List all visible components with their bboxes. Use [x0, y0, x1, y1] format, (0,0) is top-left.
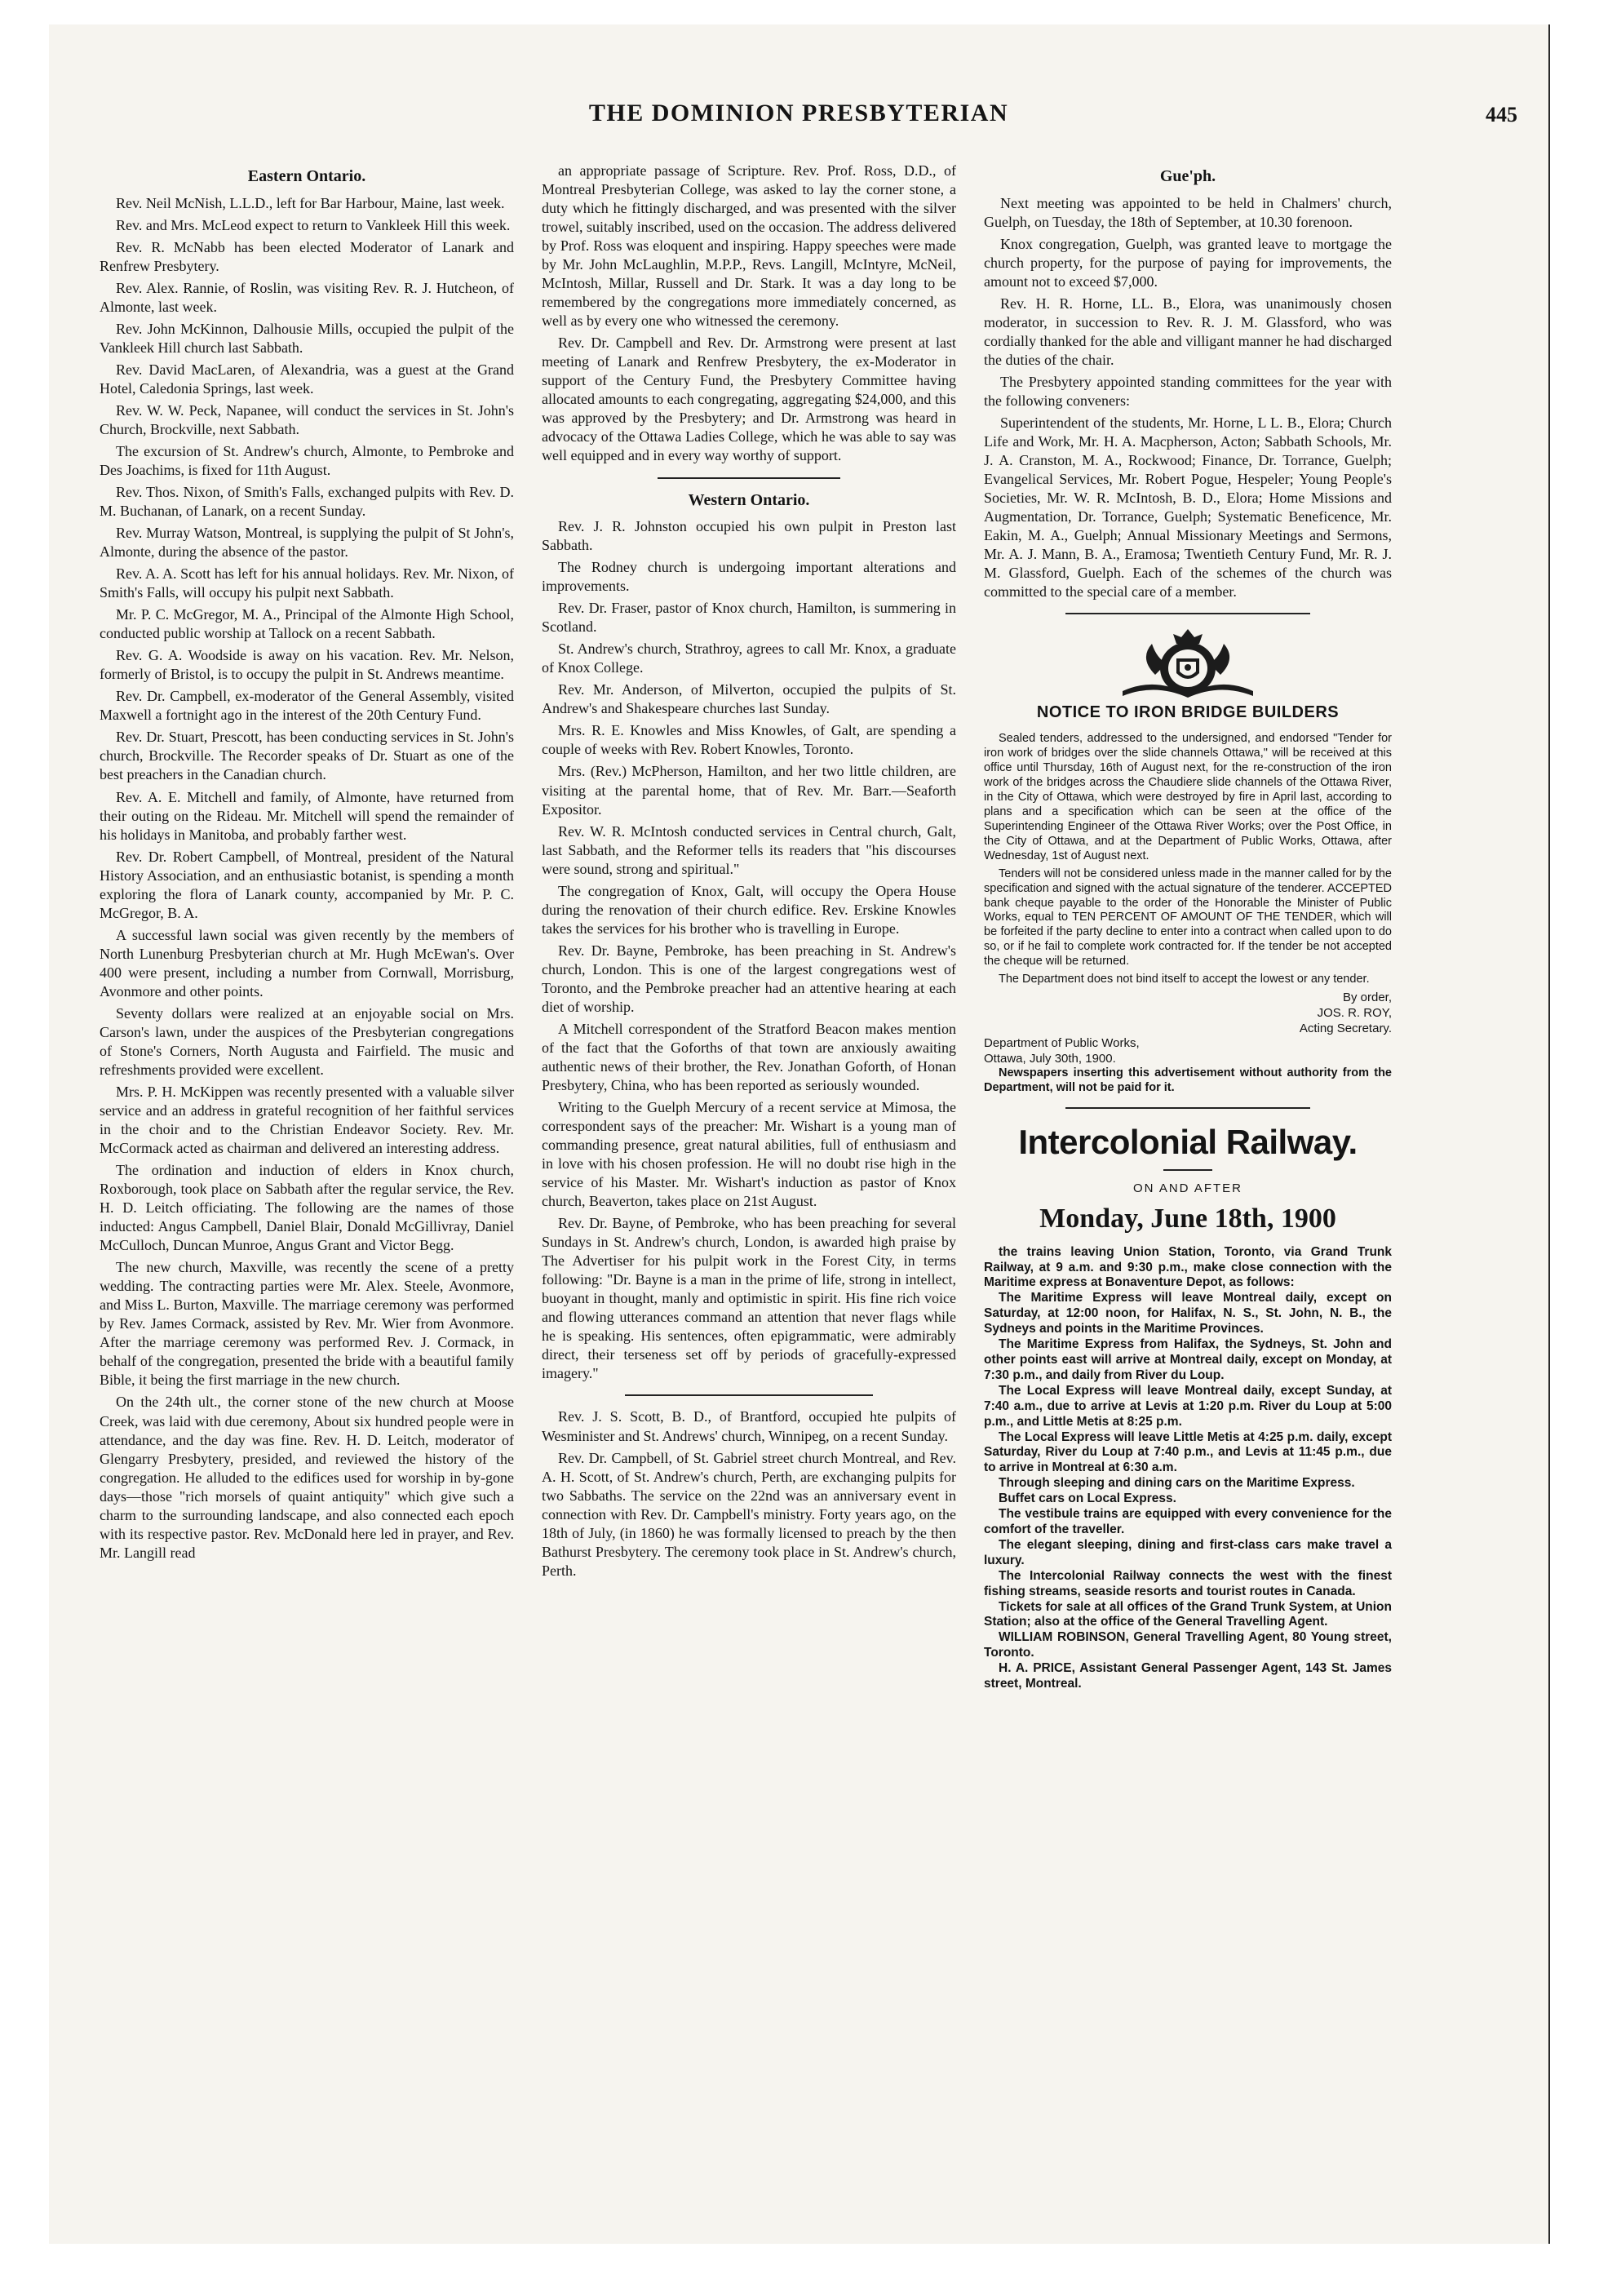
notice-date: Ottawa, July 30th, 1900. [984, 1051, 1116, 1066]
news-item: Rev. H. R. Horne, LL. B., Elora, was unanimously chosen moderator, in succession to Rev. R. J. M. Glassford, who was cordially thanked for the able and villigant manner he had discharged the duties of the chair. [984, 295, 1392, 368]
section-heading-guelph: Gue'ph. [1159, 167, 1216, 185]
news-item: Seventy dollars were realized at an enjoyable social on Mrs. Carson's lawn, under the auspices of the Presbyterian congregations of Stone's Corners, North Augusta and Fairfield. The music and refreshments provided were excellent. [100, 1004, 514, 1078]
news-item: On the 24th ult., the corner stone of the new church at Moose Creek, was laid with due ceremony, About six hundred people were in attendance, and the day was fine. Rev. H. D. Leitch, moderator of Glengarry Presbytery, presided, and reviewed the history of the congregation. He alluded to the edifices used for worship in by-gone days—those "rich morsels of quaint antiquity" which give such a charm to the surrounding landscape, and also connected each epoch with its respective pastor. Rev. McDonald here led in prayer, and Rev. Mr. Langill read [100, 1394, 514, 1561]
news-item: A successful lawn social was given recently by the members of North Lunenburg Presbyterian church at Mr. Hugh McEwan's. Over 400 were present, including a number from Cornwall, Morrisburg, Avonmore and other points. [100, 926, 514, 1000]
railway-item: The Intercolonial Railway connects the west with the finest fishing streams, seaside resorts and tourist routes in Canada. [984, 1568, 1392, 1598]
railway-item: The Maritime Express will leave Montreal daily, except on Saturday, at 12:00 noon, for Halifax, N. S., St. John, N. B., the Sydneys and points in the Maritime Provinces. [984, 1291, 1392, 1336]
news-item: The Rodney church is undergoing important alterations and improvements. [542, 559, 956, 595]
news-item: The new church, Maxville, was recently the scene of a pretty wedding. The contracting parties were Mr. Alex. Steele, Avonmore, and Miss L. Burton, Maxville. The marriage ceremony was performed by Rev. James Cormack, assisted by Rev. Mr. Wier from Avonmore. After the marriage ceremony was performed Rev. J. Cormack, in behalf of the congregation, presented the bride with a beautiful family Bible, it being the first marriage in the new church. [100, 1259, 514, 1389]
section-divider [625, 1394, 874, 1396]
railway-item: The Local Express will leave Montreal daily, except Sunday, at 7:40 a.m., due to arrive at Levis at 1:20 p.m. River du Loup at 5:00 p.m., and Little Metis at 8:25 p.m. [984, 1383, 1392, 1429]
notice-signer: JOS. R. ROY, [1317, 1005, 1392, 1020]
news-item: Rev. G. A. Woodside is away on his vacation. Rev. Mr. Nelson, formerly of Bristol, is to occupy the pulpit in St. Andrews meantime. [100, 647, 514, 683]
news-item: Mrs. P. H. McKippen was recently presented with a valuable silver service and an address in grateful recognition of her faithful services in the choir and to the Christian Endeavor Society. Rev. Mr. McCormack acted as chairman and delivered an interesting address. [100, 1083, 514, 1157]
news-item: Rev. David MacLaren, of Alexandria, was a guest at the Grand Hotel, Caledonia Springs, last week. [100, 361, 514, 397]
news-item: Rev. Dr. Stuart, Prescott, has been conducting services in St. John's church, Brockville. The Recorder speaks of Dr. Stuart as one of the best preachers in the Canadian church. [100, 729, 514, 783]
news-item: Rev. Murray Watson, Montreal, is supplying the pulpit of St John's, Almonte, during the absence of the pastor. [100, 525, 514, 561]
guelph-news [984, 194, 1392, 602]
news-item: The excursion of St. Andrew's church, Almonte, to Pembroke and Des Joachims, is fixed for 11th August. [100, 442, 514, 478]
intercolonial-railway-ad [984, 1120, 1392, 1692]
news-item: Rev. Alex. Rannie, of Roslin, was visiting Rev. R. J. Hutcheon, of Almonte, last week. [100, 279, 514, 315]
railway-item: Tickets for sale at all offices of the Grand Trunk System, at Union Station; also at the office of the General Travelling Agent. [984, 1599, 1392, 1629]
railway-agent: WILLIAM ROBINSON, General Travelling Agent, 80 Young street, Toronto. [984, 1630, 1392, 1660]
notice-title: NOTICE TO IRON BRIDGE BUILDERS [1036, 703, 1340, 722]
news-item: Mrs. (Rev.) McPherson, Hamilton, and her two little children, are visiting at the parental home, that of Rev. Mr. Barr.—Seaforth Expositor. [542, 763, 956, 818]
notice-department: Department of Public Works, [984, 1036, 1140, 1051]
section-divider [1065, 1107, 1310, 1109]
news-item: Rev. Mr. Anderson, of Milverton, occupied the pulpits of St. Andrew's and Shakespeare churches last Sunday. [542, 681, 956, 717]
news-item: Rev. Neil McNish, L.L.D., left for Bar Harbour, Maine, last week. [116, 194, 505, 211]
news-item: Mrs. R. E. Knowles and Miss Knowles, of Galt, are spending a couple of weeks with Rev. Robert Knowles, Toronto. [542, 722, 956, 758]
news-item: Rev. A. E. Mitchell and family, of Almonte, have returned from their outing on the Rideau. Mr. Mitchell will spend the remainder of his holidays in Manitoba, and probably farther west. [100, 788, 514, 843]
news-item: Rev. Dr. Campbell and Rev. Dr. Armstrong were present at last meeting of Lanark and Renfrew Presbytery, the ex-Moderator in support of the Century Fund, the Presbytery Committee having allocated amounts to each congregating, aggregating $24,000, and this was approved by the Presbytery; and Dr. Armstrong was heard in advocacy of the Ottawa Ladies College, which he was able to say was well equipped and in every way worthy of support. [542, 335, 956, 464]
news-item-continued: an appropriate passage of Scripture. Rev. Prof. Ross, D.D., of Montreal Presbyterian College, was asked to lay the corner stone, a duty which he fittingly discharged, and was presented with the silver trowel, suitably inscribed, used on the occasion. The address delivered by Prof. Ross was eloquent and inspiring. Happy speeches were made by Mr. John McLaughlin, M.P.P., Revs. Langill, McIntyre, McNeil, McIntosh, Millar, Russell and Dr. Stark. It was a day long to be remembered by the congregations more immediately concerned, as well as by every one who witnessed the ceremony. [542, 162, 956, 330]
notice-paragraph: The Department does not bind itself to accept the lowest or any tender. [999, 973, 1370, 986]
news-item: Rev. J. R. Johnston occupied his own pulpit in Preston last Sabbath. [542, 518, 956, 554]
news-item: Rev. J. S. Scott, B. D., of Brantford, occupied hte pulpits of Wesminister and St. Andrews' church, Winnipeg, on a recent Sunday. [542, 1408, 956, 1444]
section-divider [658, 477, 840, 479]
news-item: St. Andrew's church, Strathroy, agrees to call Mr. Knox, a graduate of Knox College. [542, 640, 956, 676]
railway-item: The Local Express will leave Little Metis at 4:25 p.m. daily, except Saturday, River du Loup at 7:40 p.m., and Levis at 11:45 p.m., due to arrive in Montreal at 6:30 a.m. [984, 1429, 1392, 1475]
iron-bridge-notice [984, 626, 1392, 1096]
notice-paragraph: Tenders will not be considered unless made in the manner called for by the specification and signed with the actual signature of the tenderer. ACCEPTED bank cheque payable to the order of the Honorable the Minister of Public Works, equal to TEN PERCENT OF AMOUNT OF THE TENDER, which will be forfeited if the party decline to enter into a contract when called upon to do so, or if he fail to complete work contracted for. If the tender be not accepted the cheque will be returned. [984, 867, 1392, 968]
newspaper-page [49, 24, 1550, 2244]
railway-title: Intercolonial Railway. [1018, 1123, 1358, 1162]
coat-of-arms-icon [1106, 626, 1269, 698]
railway-date: Monday, June 18th, 1900 [1039, 1203, 1336, 1234]
column-left [100, 162, 514, 1566]
news-item: Rev. Dr. Bayne, of Pembroke, who has been preaching for several Sundays in St. Andrew's church, London, is awarded high praise by The Advertiser for his pulpit work in the Forest City, in terms following: "Dr. Bayne is a man in the prime of life, strong in intellect, buoyant in thought, manly and optimistic in spirit. His fine rich voice and flowing utterances command an attention that never flags while he is speaking. His sentences, often epigrammatic, were admirably direct, their terseness set off by periods of gracefully-expressed imagery." [542, 1215, 956, 1382]
news-item: Rev. John McKinnon, Dalhousie Mills, occupied the pulpit of the Vankleek Hill church last Sabbath. [100, 320, 514, 356]
notice-footer: Newspapers inserting this advertisement without authority from the Department, will not be paid for it. [984, 1066, 1392, 1095]
news-item: Rev. R. McNabb has been elected Moderator of Lanark and Renfrew Presbytery. [100, 238, 514, 274]
railway-item: The elegant sleeping, dining and first-class cars make travel a luxury. [984, 1537, 1392, 1567]
page-number: 445 [1486, 103, 1517, 126]
railway-on-and-after: ON AND AFTER [1132, 1181, 1243, 1195]
news-item: Rev. Thos. Nixon, of Smith's Falls, exchanged pulpits with Rev. D. M. Buchanan, of Lanark, on a recent Sunday. [100, 484, 514, 520]
newspaper-title: THE DOMINION PRESBYTERIAN [588, 100, 1009, 126]
railway-item: Buffet cars on Local Express. [999, 1492, 1176, 1506]
notice-paragraph: Sealed tenders, addressed to the undersigned, and endorsed "Tender for iron work of bridges over the slide channels Ottawa," will be received at this office until Thursday, 16th of August next, for the re-construction of the iron work of the bridges across the Chaudiere slide channels of the Ottawa River, in the City of Ottawa, which were destroyed by fire in April last, according to plans and a specification which can be seen at the office of the Superintending Engineer of the Ottawa River Works; over the Post Office, in the City of Ottawa, and at the Department of Public Works, Ottawa, after Wednesday, 1st of August next. [984, 731, 1392, 862]
masthead [49, 100, 1548, 144]
railway-item: The vestibule trains are equipped with every convenience for the comfort of the traveller. [984, 1507, 1392, 1536]
news-item: Rev. Dr. Bayne, Pembroke, has been preaching in St. Andrew's church, London. This is one of the largest congregations west of Toronto, and the Pembroke preacher had an attentive hearing at each diet of worship. [542, 942, 956, 1015]
section-heading-eastern-ontario: Eastern Ontario. [247, 167, 366, 185]
railway-item: The Maritime Express from Halifax, the Sydneys, St. John and other points east will arrive at Montreal daily, except on Monday, at 7:30 p.m., and daily from River du Loup. [984, 1337, 1392, 1382]
column-right [984, 162, 1392, 1692]
news-item: Knox congregation, Guelph, was granted leave to mortgage the church property, for the purpose of paying for improvements, the amount not to exceed $7,000. [984, 235, 1392, 290]
news-item: Next meeting was appointed to be held in Chalmers' church, Guelph, on Tuesday, the 18th of September, at 10.30 forenoon. [984, 194, 1392, 230]
news-item: Rev. Dr. Fraser, pastor of Knox church, Hamilton, is summering in Scotland. [542, 600, 956, 636]
railway-divider [1163, 1169, 1212, 1171]
news-item: Rev. Dr. Robert Campbell, of Montreal, president of the Natural History Association, and an enthusiastic botanist, is spending a month exploring the flora of Lanark county, accompanied by Mr. P. C. McGregor, B. A. [100, 848, 514, 921]
railway-agent: H. A. PRICE, Assistant General Passenger Agent, 143 St. James street, Montreal. [984, 1661, 1392, 1691]
news-item: Rev. W. W. Peck, Napanee, will conduct the services in St. John's Church, Brockville, next Sabbath. [100, 401, 514, 437]
news-item: The ordination and induction of elders in Knox church, Roxborough, took place on Sabbath after the regular service, the Rev. H. D. Leitch officiating. The following are the names of those inducted: Angus Campbell, Daniel Blair, Donald McGillivray, Daniel McCulloch, Duncan Munroe, Angus Grant and Victor Begg. [100, 1162, 514, 1254]
news-item: The congregation of Knox, Galt, will occupy the Opera House during the renovation of their church edifice. Rev. Erskine Knowles takes the services for his brother who is travelling in Europe. [542, 882, 956, 937]
news-item: Rev. Dr. Campbell, ex-moderator of the General Assembly, visited Maxwell a fortnight ago in the interest of the 20th Century Fund. [100, 688, 514, 724]
notice-by-order: By order, [1342, 991, 1392, 1005]
news-item: Rev. W. R. McIntosh conducted services in Central church, Galt, last Sabbath, and the Reformer tells its readers that "his discourses were sound, strong and spiritual." [542, 822, 956, 877]
news-item: Superintendent of the students, Mr. Horne, L L. B., Elora; Church Life and Work, Mr. H. A. Macpherson, Acton; Sabbath Schools, Mr. J. A. Cranston, M. A., Rockwood; Finance, Dr. Torrance, Guelph; Evangelical Services, Mr. Robert Pogue, Hespeler; Young People's Societies, Mr. W. R. McIntosh, B. D., Elora; Home Missions and Augmentation, Dr. Torrance, Guelph; Systematic Beneficence, Mr. Eakin, M. A., Guelph; Annual Missionary Meetings and Sermons, Mr. A. J. Mann, B. A., Eramosa; Twentieth Century Fund, Mr. R. J. M. Glassford, Guelph. Each of the schemes of the church was committed to the special care of a member. [984, 414, 1392, 601]
news-item: Rev. A. A. Scott has left for his annual holidays. Rev. Mr. Nixon, of Smith's Falls, will occupy his pulpit next Sabbath. [100, 565, 514, 601]
section-divider [1065, 613, 1310, 614]
news-item: Rev. and Mrs. McLeod expect to return to Vankleek Hill this week. [116, 216, 511, 233]
news-item: A Mitchell correspondent of the Stratford Beacon makes mention of the fact that the Goforths of that town are anxiously awaiting authentic news of their brother, the Rev. Jonathan Goforth, of Honan Presbytery, China, who has been reported as seriously wounded. [542, 1020, 956, 1093]
eastern-ontario-news [100, 194, 514, 1562]
railway-item: the trains leaving Union Station, Toronto, via Grand Trunk Railway, at 9 a.m. and 9:30 p.m., make close connection with the Maritime express at Bonaventure Depot, as follows: [984, 1244, 1392, 1290]
news-item: Rev. Dr. Campbell, of St. Gabriel street church Montreal, and Rev. A. H. Scott, of St. Andrew's church, Perth, are exchanging pulpits for two Sabbaths. The service on the 22nd was an anniversary event in connection with Rev. Dr. Campbell's ministry. Forty years ago, on the 18th of July, (in 1860) he was formally licensed to preach by the then Bathurst Presbytery. The ceremony took place in St. Andrew's church, Perth. [542, 1449, 956, 1579]
news-item: The Presbytery appointed standing committees for the year with the following conveners: [984, 373, 1392, 409]
notice-signer-title: Acting Secretary. [1299, 1021, 1392, 1035]
western-ontario-news [542, 517, 956, 1383]
news-item: Writing to the Guelph Mercury of a recent service at Mimosa, the correspondent says of the preacher: Mr. Wishart is a young man of commanding presence, great natural abilities, full of enthusiasm and in love with his chosen profession. He will no doubt rise high in the service of his Master. Mr. Wishart's induction as pastor of Knox church, Beaverton, takes place on 21st August. [542, 1099, 956, 1210]
section-heading-western-ontario: Western Ontario. [688, 490, 810, 509]
column-middle [542, 162, 956, 1584]
news-item: Mr. P. C. McGregor, M. A., Principal of the Almonte High School, conducted public worship at Tallock on a recent Sabbath. [100, 606, 514, 642]
railway-item: Through sleeping and dining cars on the Maritime Express. [999, 1476, 1355, 1491]
